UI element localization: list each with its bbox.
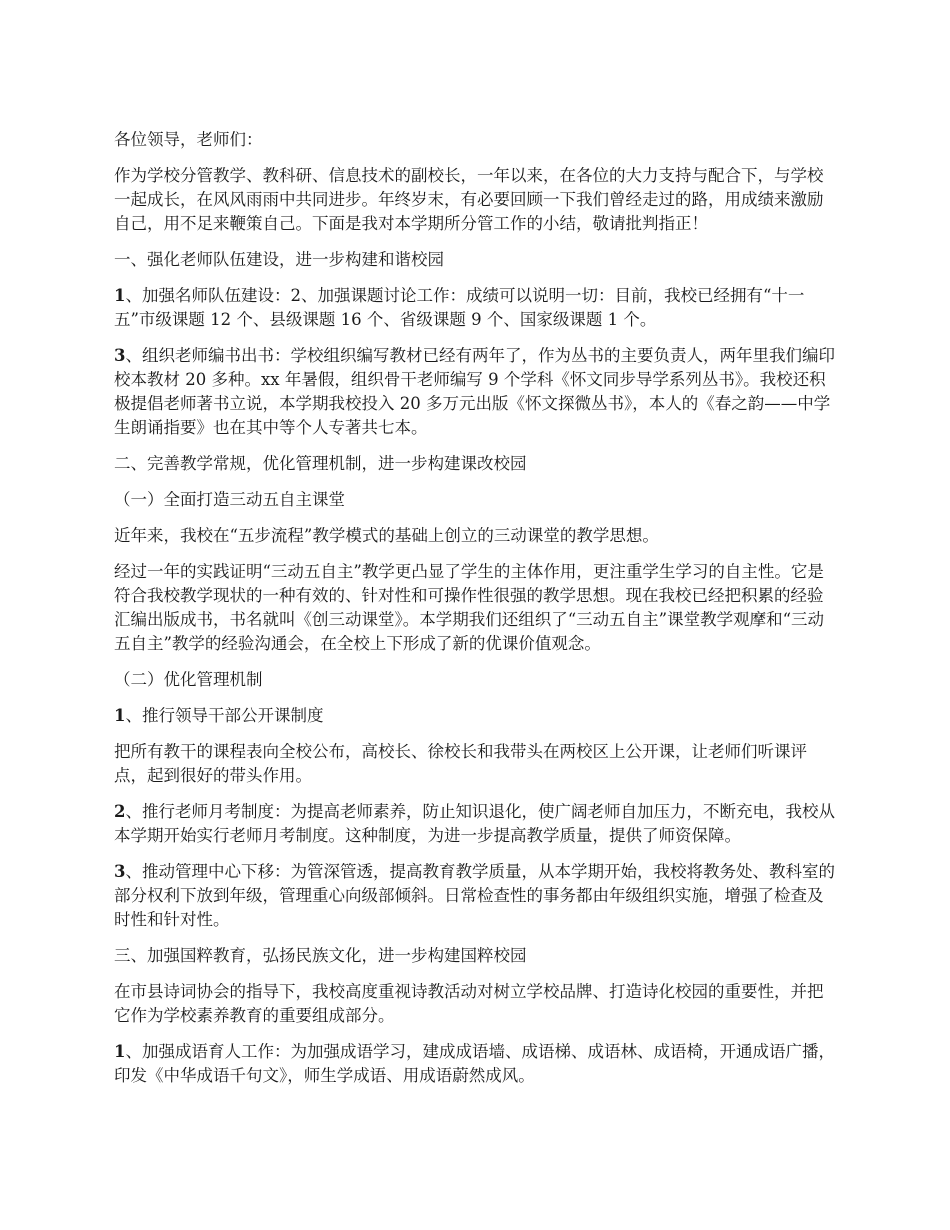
item-open-class: 1、推行领导干部公开课制度	[114, 706, 324, 725]
paragraph-famous-teachers: 1、加强名师队伍建设：2、加强课题讨论工作：成绩可以说明一切：目前，我校已经拥有“十一五”市级课题 12 个、县级课题 16 个、省级课题 9 个、国家级课题 1 个。	[114, 286, 805, 329]
subheading-2-1: （一）全面打造三动五自主课堂	[114, 490, 345, 509]
subheading-2-2: （二）优化管理机制	[114, 670, 263, 689]
item-management-shift: 3、推动管理中心下移：为管深管透，提高教育教学质量，从本学期开始，我校将教务处、教科室的部分权利下放到年级，管理重心向级部倾斜。日常检查性的事务都由年级组织实施，增强了检查及时性和针对性。	[114, 862, 835, 929]
item-monthly-exam: 2、推行老师月考制度：为提高老师素养，防止知识退化，使广阔老师自加压力，不断充电，我校从本学期开始实行老师月考制度。这种制度，为进一步提高教学质量，提供了师资保障。	[114, 802, 835, 845]
intro-paragraph: 作为学校分管教学、教科研、信息技术的副校长，一年以来，在各位的大力支持与配合下，与学校一起成长，在风风雨雨中共同进步。年终岁末，有必要回顾一下我们曾经走过的路，用成绩来激励自己，用不足来鞭策自己。下面是我对本学期所分管工作的小结，敬请批判指正！	[114, 166, 824, 233]
item-idioms: 1、加强成语育人工作：为加强成语学习，建成成语墙、成语梯、成语林、成语椅，开通成语广播，印发《中华成语千句文》，师生学成语、用成语蔚然成风。	[114, 1042, 835, 1085]
paragraph-practice: 经过一年的实践证明“三动五自主”教学更凸显了学生的主体作用，更注重学生学习的自主性。它是符合我校教学现状的一种有效的、针对性和可操作性很强的教学思想。现在我校已经把积累的经验汇编出版成书，书名就叫《创三动课堂》。本学期我们还组织了“三动五自主”课堂教学观摩和“三动五自主”教学的经验沟通会，在全校上下形成了新的优课价值观念。	[114, 562, 825, 653]
paragraph-book-writing: 3、组织老师编书出书：学校组织编写教材已经有两年了，作为丛书的主要负责人，两年里我们编印校本教材 20 多种。xx 年暑假，组织骨干老师编写 9 个学科《怀文同步导学系列丛书》。我校还积极提倡老师著书立说，本学期我校投入 20 多万元出版《怀文探微丛书》，本人的《春之韵——中学生朗诵指要》也在其中等个人专著共七本。	[114, 346, 835, 437]
section-heading-1: 一、强化老师队伍建设，进一步构建和谐校园	[114, 250, 444, 269]
paragraph-schedule: 把所有教干的课程表向全校公布，高校长、徐校长和我带头在两校区上公开课，让老师们听课评点，起到很好的带头作用。	[114, 742, 807, 785]
paragraph-recent-years: 近年来，我校在“五步流程”教学模式的基础上创立的三动课堂的教学思想。	[114, 526, 659, 545]
section-heading-3: 三、加强国粹教育，弘扬民族文化，进一步构建国粹校园	[114, 946, 527, 965]
greeting: 各位领导，老师们：	[114, 130, 263, 149]
document-body	[114, 128, 839, 1100]
section-heading-2: 二、完善教学常规，优化管理机制，进一步构建课改校园	[114, 454, 527, 473]
paragraph-poetry: 在市县诗词协会的指导下，我校高度重视诗教活动对树立学校品牌、打造诗化校园的重要性，并把它作为学校素养教育的重要组成部分。	[114, 982, 824, 1025]
